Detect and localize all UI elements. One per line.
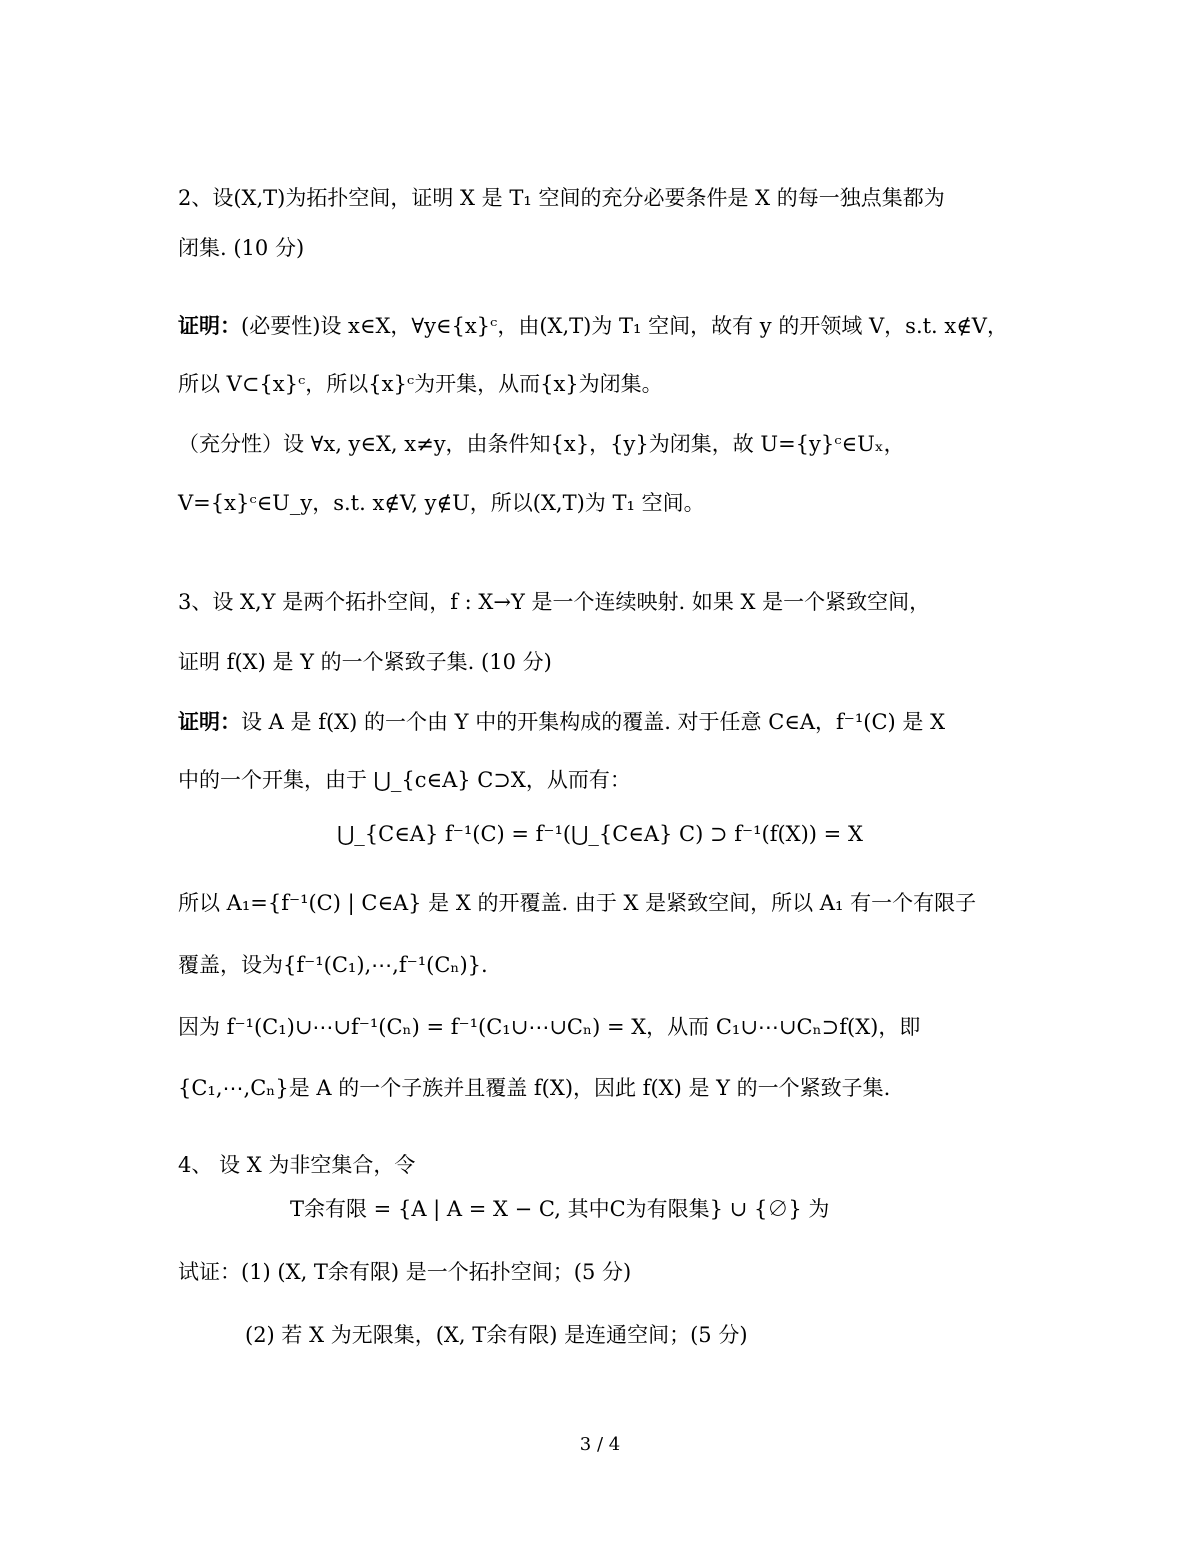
proof-label: 证明： bbox=[178, 313, 241, 338]
problem-2-proof-line-2: 所以 V⊂{x}ᶜ，所以{x}ᶜ为开集，从而{x}为闭集。 bbox=[178, 372, 663, 396]
problem-3-proof-line-3: 所以 A₁={f⁻¹(C) | C∈A} 是 X 的开覆盖. 由于 X 是紧致空间，所以 A₁ 有一个有限子 bbox=[178, 891, 977, 915]
problem-4-cofinite-topology-definition: T余有限 = {A | A = X − C, 其中C为有限集} ∪ {∅} 为 bbox=[290, 1197, 830, 1221]
problem-3-statement-line-2: 证明 f(X) 是 Y 的一个紧致子集. (10 分) bbox=[178, 650, 552, 674]
problem-2-statement-line-1: 2、设(X,T)为拓扑空间，证明 X 是 T₁ 空间的充分必要条件是 X 的每一独点集都为 bbox=[178, 186, 945, 210]
problem-3-proof-line-1 bbox=[178, 709, 1030, 735]
proof-label: 证明： bbox=[178, 709, 241, 734]
problem-3-proof-line-4: 覆盖，设为{f⁻¹(C₁),⋯,f⁻¹(Cₙ)}. bbox=[178, 953, 488, 977]
page-number: 3 / 4 bbox=[579, 1434, 621, 1455]
problem-2-statement-line-2: 闭集. (10 分) bbox=[178, 236, 305, 260]
problem-3-display-equation: ⋃_{C∈A} f⁻¹(C) = f⁻¹(⋃_{C∈A} C) ⊃ f⁻¹(f(X)) = X bbox=[337, 822, 863, 846]
proof-text: 设 A 是 f(X) 的一个由 Y 中的开集构成的覆盖. 对于任意 C∈A，f⁻¹(C) 是 X bbox=[241, 710, 946, 734]
problem-4-part-2: (2) 若 X 为无限集，(X, T余有限) 是连通空间；(5 分) bbox=[245, 1323, 748, 1347]
problem-2-proof-sufficiency: （充分性）设 ∀x, y∈X, x≠y，由条件知{x}，{y}为闭集，故 U={y}ᶜ∈Uₓ， bbox=[178, 432, 905, 456]
problem-2-proof-necessity bbox=[178, 313, 1030, 339]
problem-3-statement-line-1: 3、设 X,Y 是两个拓扑空间，f : X→Y 是一个连续映射. 如果 X 是一个紧致空间， bbox=[178, 590, 931, 614]
problem-2-proof-line-4: V={x}ᶜ∈U_y，s.t. x∉V, y∉U，所以(X,T)为 T₁ 空间。 bbox=[178, 491, 705, 515]
problem-4-statement-line-1: 4、 设 X 为非空集合，令 bbox=[178, 1153, 416, 1177]
problem-3-proof-line-5: 因为 f⁻¹(C₁)∪⋯∪f⁻¹(Cₙ) = f⁻¹(C₁∪⋯∪Cₙ) = X，从而 C₁∪⋯∪Cₙ⊃f(X)，即 bbox=[178, 1015, 921, 1039]
problem-3-proof-line-2: 中的一个开集，由于 ⋃_{c∈A} C⊃X，从而有： bbox=[178, 768, 631, 792]
problem-3-proof-line-6: {C₁,⋯,Cₙ}是 A 的一个子族并且覆盖 f(X)，因此 f(X) 是 Y 的一个紧致子集. bbox=[178, 1076, 891, 1100]
problem-4-part-1: 试证：(1) (X, T余有限) 是一个拓扑空间；(5 分) bbox=[178, 1260, 632, 1284]
proof-text: (必要性)设 x∈X，∀y∈{x}ᶜ，由(X,T)为 T₁ 空间，故有 y 的开领域 V，s.t. x∉V， bbox=[241, 314, 1008, 338]
